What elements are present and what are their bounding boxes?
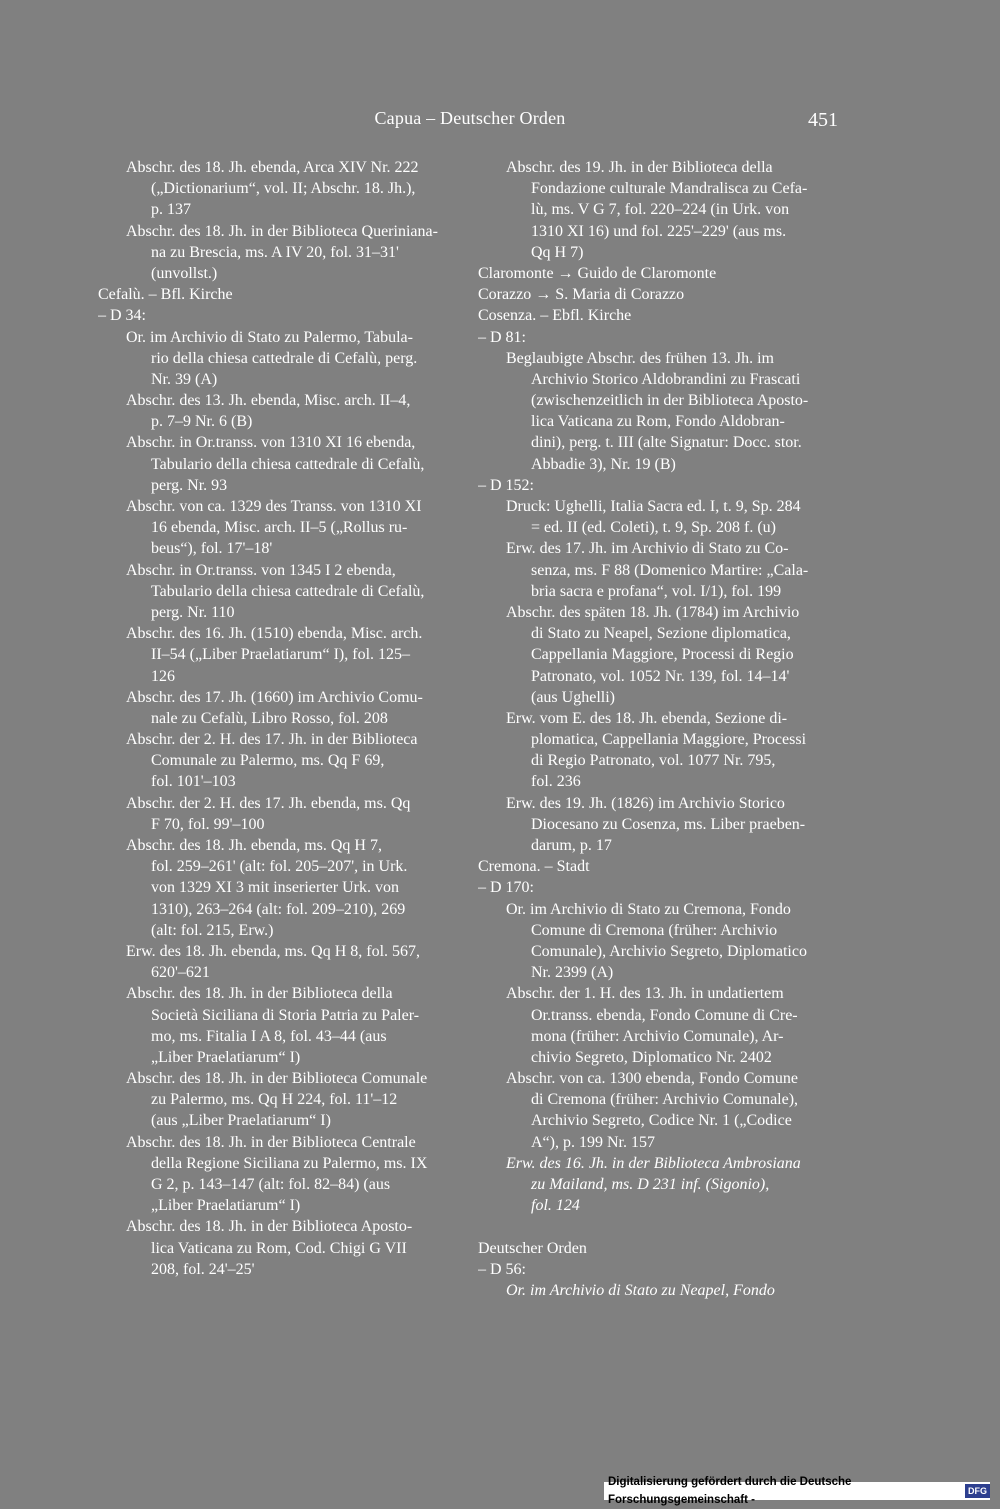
text-line: Abschr. in Or.transs. von 1310 XI 16 ebenda, (126, 434, 416, 452)
text-line: Qq H 7) (531, 243, 584, 261)
text-line: Abschr. von ca. 1329 des Transs. von 1310 XI (126, 498, 422, 515)
text-line: Abschr. des 18. Jh. in der Biblioteca Aposto- (126, 1218, 413, 1236)
text-line: 620'–621 (151, 964, 210, 982)
text-line: lù, ms. V G 7, fol. 220–224 (in Urk. von (531, 201, 790, 219)
text-line: Patronato, vol. 1052 Nr. 139, fol. 14–14' (531, 667, 790, 685)
text-line: fol. 259–261' (alt: fol. 205–207', in Urk. (151, 858, 408, 876)
text-line: bria sacra e profana“, vol. I/1), fol. 199 (531, 582, 782, 600)
text-line: beus“), fol. 17'–18' (151, 540, 273, 558)
text-line: Beglaubigte Abschr. des frühen 13. Jh. im (506, 349, 774, 367)
text-line: perg. Nr. 110 (151, 603, 235, 621)
text-line: Or. im Archivio di Stato zu Neapel, Fondo (506, 1281, 775, 1299)
text-line: p. 137 (151, 201, 191, 219)
text-line: lica Vaticana zu Rom, Fondo Aldobran- (531, 413, 785, 431)
text-line: Cefalù. – Bfl. Kirche (98, 286, 233, 304)
text-line: 16 ebenda, Misc. arch. II–5 („Rollus ru- (151, 519, 408, 537)
text-line: zu Palermo, ms. Qq H 224, fol. 11'–12 (151, 1091, 398, 1109)
funding-footer (604, 1476, 990, 1506)
text-line: = ed. II (ed. Coleti), t. 9, Sp. 208 f. (u) (531, 519, 776, 537)
text-line: (aus Ughelli) (531, 688, 615, 706)
text-line: Diocesano zu Cosenza, ms. Liber praeben- (531, 815, 806, 833)
text-line: Tabulario della chiesa cattedrale di Cefalù, (151, 455, 425, 473)
text-line: Abschr. von ca. 1300 ebenda, Fondo Comune (506, 1070, 798, 1088)
text-line: di Stato zu Neapel, Sezione diplomatica, (531, 625, 791, 643)
text-line: lica Vaticana zu Rom, Cod. Chigi G VII (151, 1239, 407, 1257)
text-line: „Liber Praelatiarum“ I) (151, 1197, 301, 1215)
text-line: Erw. des 19. Jh. (1826) im Archivio Storico (506, 794, 785, 812)
dfg-logo: DFG (965, 1484, 990, 1498)
text-line: di Cremona (früher: Archivio Comunale), (531, 1091, 799, 1109)
text-line: Or. im Archivio di Stato zu Cremona, Fondo (506, 900, 791, 918)
text-line: di Regio Patronato, vol. 1077 Nr. 795, (531, 752, 776, 770)
text-line: („Dictionarium“, vol. II; Abschr. 18. Jh.), (151, 180, 416, 198)
text-line: dini), perg. t. III (alte Signatur: Docc. stor. (531, 434, 802, 452)
text-line: Abschr. der 2. H. des 17. Jh. in der Biblioteca (126, 731, 418, 749)
text-line: Abschr. des 18. Jh. in der Biblioteca Queriniana- (126, 222, 438, 240)
text-line: G 2, p. 143–147 (alt: fol. 82–84) (aus (151, 1176, 391, 1193)
text-line: Società Siciliana di Storia Patria zu Paler- (151, 1006, 420, 1024)
funding-text: Digitalisierung gefördert durch die Deutsche Forschungsgemeinschaft - (608, 1476, 852, 1506)
text-line: mo, ms. Fitalia I A 8, fol. 43–44 (aus (151, 1027, 387, 1045)
text-line: Erw. vom E. des 18. Jh. ebenda, Sezione di- (506, 709, 788, 727)
text-line: Abschr. des späten 18. Jh. (1784) im Archivio (506, 603, 800, 621)
text-line: Abschr. des 18. Jh. ebenda, Arca XIV Nr. 222 (126, 159, 419, 176)
text-line: F 70, fol. 99'–100 (151, 815, 265, 833)
text-line: (zwischenzeitlich in der Biblioteca Aposto- (531, 392, 809, 410)
text-line: p. 7–9 Nr. 6 (B) (151, 413, 253, 431)
text-line: (unvollst.) (151, 264, 218, 282)
text-line: Nr. 39 (A) (151, 370, 218, 388)
text-line: Archivio Segreto, Codice Nr. 1 („Codice (531, 1112, 792, 1130)
text-line: Abschr. des 18. Jh. ebenda, ms. Qq H 7, (126, 837, 382, 854)
text-line: II–54 („Liber Praelatiarum“ I), fol. 125– (151, 646, 411, 664)
text-line: von 1329 XI 3 mit inserierter Urk. von (151, 879, 399, 897)
text-line: Corazzo → S. Maria di Corazzo (478, 286, 685, 304)
text-line: fol. 101'–103 (151, 773, 236, 791)
text-line: Claromonte → Guido de Claromonte (478, 264, 717, 282)
text-line: Abschr. der 1. H. des 13. Jh. in undatiertem (506, 985, 784, 1003)
text-line: chivio Segreto, Diplomatico Nr. 2402 (531, 1048, 772, 1066)
text-line: Cappellania Maggiore, Processi di Regio (531, 646, 794, 664)
blank-line (478, 1216, 844, 1237)
text-line: senza, ms. F 88 (Domenico Martire: „Cala- (531, 561, 809, 579)
text-line: Abschr. in Or.transs. von 1345 I 2 ebenda, (126, 561, 396, 579)
text-line: Comunale), Archivio Segreto, Diplomatico (531, 942, 807, 960)
text-line: Deutscher Orden (478, 1239, 587, 1257)
text-line: Abschr. des 18. Jh. in der Biblioteca Centrale (126, 1133, 416, 1151)
text-line: darum, p. 17 (531, 837, 612, 854)
running-header: Capua – Deutscher Orden (374, 108, 566, 128)
text-line: Abschr. des 18. Jh. in der Biblioteca della (126, 985, 393, 1003)
text-line: Tabulario della chiesa cattedrale di Cefalù, (151, 582, 425, 600)
text-line: Comune di Cremona (früher: Archivio (531, 921, 778, 939)
text-line: Or. im Archivio di Stato zu Palermo, Tabula- (126, 328, 413, 346)
text-line: della Regione Siciliana zu Palermo, ms. IX (151, 1154, 428, 1172)
text-line: A“), p. 199 Nr. 157 (531, 1133, 655, 1151)
text-line: fol. 124 (531, 1197, 580, 1215)
text-line: Or.transs. ebenda, Fondo Comune di Cre- (531, 1006, 798, 1024)
text-line: plomatica, Cappellania Maggiore, Processi (531, 731, 807, 749)
text-line: – D 34: (98, 307, 146, 325)
text-line: Abschr. des 19. Jh. in der Biblioteca della (506, 159, 773, 176)
text-line: 1310), 263–264 (alt: fol. 209–210), 269 (151, 900, 406, 918)
text-line: Fondazione culturale Mandralisca zu Cefa- (531, 180, 808, 198)
text-line: Abschr. der 2. H. des 17. Jh. ebenda, ms. Qq (126, 794, 411, 812)
text-line: Erw. des 18. Jh. ebenda, ms. Qq H 8, fol. 567, (126, 942, 421, 960)
text-line: Archivio Storico Aldobrandini zu Frascati (531, 370, 801, 388)
text-line: Abschr. des 13. Jh. ebenda, Misc. arch. II–4, (126, 392, 411, 410)
text-line: mona (früher: Archivio Comunale), Ar- (531, 1027, 784, 1045)
right-column (478, 157, 844, 1301)
text-line: Abbadie 3), Nr. 19 (B) (531, 455, 676, 473)
text-line: – D 152: (478, 476, 534, 494)
text-line: „Liber Praelatiarum“ I) (151, 1048, 301, 1066)
text-line: Nr. 2399 (A) (531, 964, 614, 982)
page-number: 451 (808, 109, 838, 131)
text-line: Abschr. des 17. Jh. (1660) im Archivio Comu- (126, 688, 423, 706)
text-line: nale zu Cefalù, Libro Rosso, fol. 208 (151, 709, 388, 727)
text-line: rio della chiesa cattedrale di Cefalù, perg. (151, 349, 418, 367)
text-line: – D 81: (478, 328, 526, 346)
text-line: na zu Brescia, ms. A IV 20, fol. 31–31' (151, 243, 399, 261)
text-line: Druck: Ughelli, Italia Sacra ed. I, t. 9, Sp. 284 (506, 498, 801, 515)
text-line: Erw. des 17. Jh. im Archivio di Stato zu Co- (506, 540, 789, 558)
text-line: 208, fol. 24'–25' (151, 1260, 255, 1278)
text-line: Cosenza. – Ebfl. Kirche (478, 307, 632, 325)
text-line: Comunale zu Palermo, ms. Qq F 69, (151, 752, 385, 770)
text-line: 126 (151, 667, 175, 685)
text-line: Abschr. des 18. Jh. in der Biblioteca Comunale (126, 1070, 428, 1088)
text-line: zu Mailand, ms. D 231 inf. (Sigonio), (531, 1176, 770, 1193)
text-line: (aus „Liber Praelatiarum“ I) (151, 1112, 331, 1130)
text-line: 1310 XI 16) und fol. 225'–229' (aus ms. (531, 222, 787, 240)
text-line: Abschr. des 16. Jh. (1510) ebenda, Misc. arch. (126, 625, 423, 643)
text-line: fol. 236 (531, 773, 581, 791)
text-line: – D 170: (478, 879, 534, 897)
text-line: – D 56: (478, 1260, 526, 1278)
text-line: (alt: fol. 215, Erw.) (151, 921, 274, 939)
left-column (98, 157, 466, 1280)
text-line: Erw. des 16. Jh. in der Biblioteca Ambrosiana (506, 1154, 801, 1172)
text-line: Cremona. – Stadt (478, 858, 590, 876)
text-line: perg. Nr. 93 (151, 476, 228, 494)
